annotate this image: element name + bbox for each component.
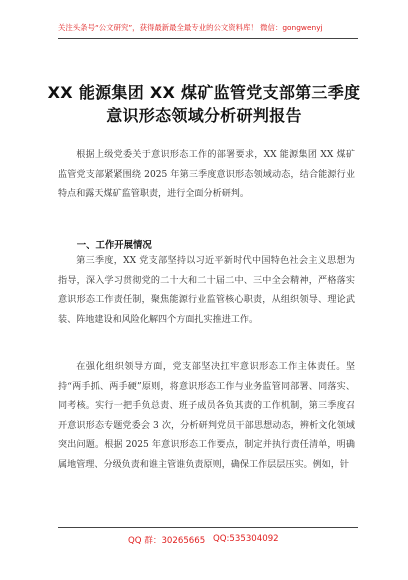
document-title-line-2: 意识形态领域分析研判报告 (106, 106, 302, 125)
intro-paragraph: 根据上级党委关于意识形态工作的部署要求，XX 能源集团 XX 煤矿监管党支部紧紧围绕 2025 年第三季度意识形态领域动态，结合能源行业特点和露天煤矿监管职责，进行全面分析研判。 (58, 150, 355, 200)
footer-qq-contact: QQ:535304092 (213, 534, 279, 544)
document-title-line-1: XX 能源集团 XX 煤矿监管党支部第三季度 (47, 83, 361, 102)
section-paragraph-1: 第三季度，XX 党支部坚持以习近平新时代中国特色社会主义思想为指导，深入学习贯彻党的二十大和二十届二中、三中全会精神，严格落实意识形态工作责任制，聚焦能源行业监管核心职责，从组织领导、理论武装、阵地建设和风险化解四个方面扎实推进工作。 (58, 256, 355, 325)
section-heading: 一、工作开展情况 (76, 240, 152, 251)
header-banner: 关注头条号“公文研究”，获得最新最全最专业的公文资料库！ 微信：gongwenyj (58, 23, 323, 32)
footer-qq-group: QQ 群：30265665 (128, 536, 206, 546)
section-paragraph-2: 在强化组织领导方面，党支部坚决扛牢意识形态工作主体责任。坚持“两手抓、两手硬”原则，将意识形态工作与业务监管同部署、同落实、同考核。实行一把手负总责、班子成员各负其责的工作机制，第三季度召开意识形态专题党委会 3 次，分析研判党员干部思想动态，辨析文化领域突出问题。根据 2025 年意识形态工作要点，制定并执行责任清单，明确属地管理、分级负责和谁主管谁负责原则，确保工作层层压实。例如，针 (58, 362, 355, 470)
footer-divider (58, 527, 358, 528)
header-divider (58, 38, 358, 39)
